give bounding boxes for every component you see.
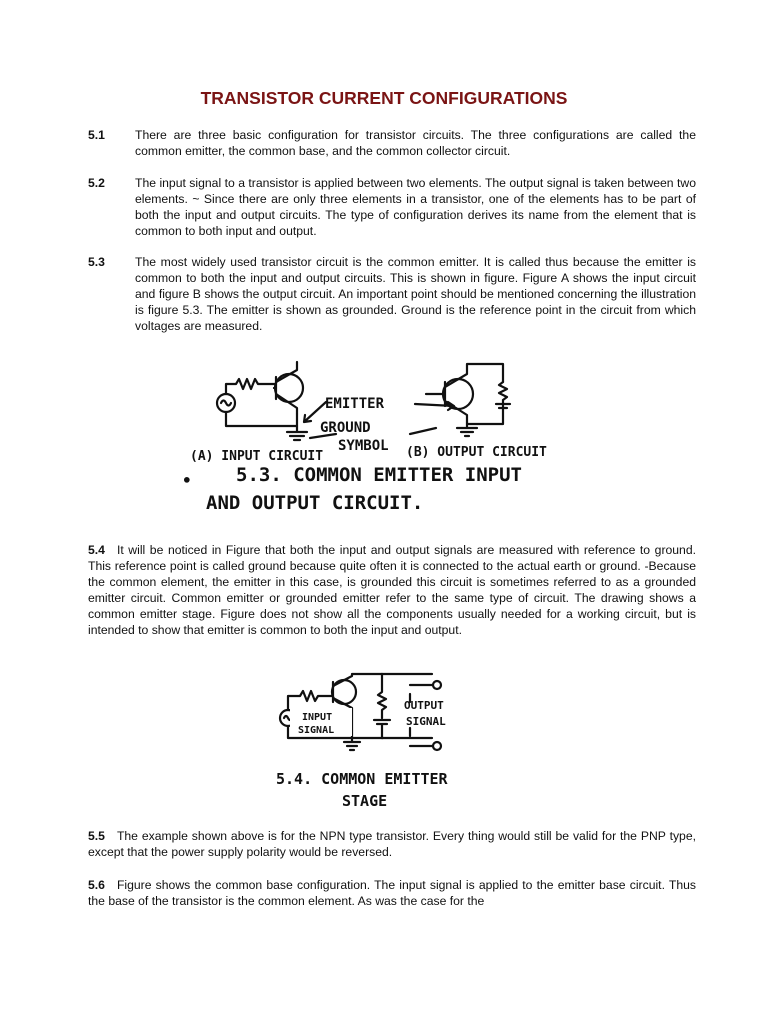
emitter-arrow	[304, 402, 326, 422]
section-5-5	[88, 828, 696, 860]
output-circuit-label: (B) OUTPUT CIRCUIT	[406, 445, 547, 460]
section-5-1	[88, 127, 696, 159]
input-signal-label: INPUT	[302, 712, 333, 723]
ground-icon	[287, 426, 307, 440]
transistor-icon	[275, 374, 303, 402]
section-number: 5.4	[88, 543, 105, 557]
input-wire	[226, 412, 297, 426]
figure-5-3-drawing	[178, 352, 618, 530]
output-signal-label: OUTPUT	[404, 699, 444, 712]
figure-5-3	[178, 352, 618, 530]
section-number: 5.6	[88, 878, 105, 892]
input-circuit-label: (A) INPUT CIRCUIT	[190, 449, 324, 464]
input-signal-label: SIGNAL	[298, 725, 335, 736]
figure-5-4	[270, 672, 540, 814]
section-text: There are three basic configuration for transistor circuits. The three configurations are called the common emitter, the common base, and the common collector circuit.	[135, 128, 696, 158]
section-text: 5.5 The example shown above is for the NPN type transistor. Every thing would still be valid for the PNP type, except that the power supply polarity would be reversed.	[88, 829, 696, 859]
section-text: 5.4 It will be noticed in Figure that both the input and output signals are measured with reference to ground. This reference point is called ground because quite often it is connected to the actual earth or ground. -Because the common element, the emitter in this case, is grounded this circuit is sometimes referred to as a grounded emitter circuit. Common emitter or grounded emitter refer to the same type of circuit. The drawing shows a common emitter stage. Figure does not show all the components usually needed for a working circuit, but is intended to show that emitter is common to both the input and output.	[88, 543, 696, 637]
bullet-mark: •	[182, 471, 192, 490]
resistor-icon	[226, 379, 276, 394]
section-5-3	[88, 254, 696, 334]
ground-icon	[344, 738, 360, 750]
output-terminal-icon	[433, 681, 441, 689]
figure-caption-line2: STAGE	[342, 792, 388, 810]
output-signal-label: SIGNAL	[406, 715, 446, 728]
output-wires	[426, 364, 503, 424]
resistor-icon	[288, 691, 332, 710]
section-5-2	[88, 175, 696, 239]
page-title: TRANSISTOR CURRENT CONFIGURATIONS	[200, 88, 568, 108]
figure-caption-line1: 5.3. COMMON EMITTER INPUT	[236, 464, 522, 486]
section-5-4	[88, 542, 696, 638]
figure-5-4-drawing	[270, 672, 540, 814]
figure-caption-line2: AND OUTPUT CIRCUIT.	[206, 492, 424, 514]
emitter-arrow	[415, 402, 454, 410]
section-number: 5.5	[88, 829, 105, 843]
ground-label: GROUND	[320, 420, 371, 436]
emitter-label: EMITTER	[325, 396, 385, 412]
section-number: 5.1	[88, 128, 105, 142]
section-text: 5.6 Figure shows the common base configuration. The input signal is applied to the emitter base circuit. Thus the base of the transistor is the common element. As was the case for the	[88, 878, 696, 908]
load-resistor-icon	[496, 382, 510, 408]
figure-caption-line1: 5.4. COMMON EMITTER	[276, 770, 448, 788]
output-terminal-icon	[433, 742, 441, 750]
transistor-leads	[274, 362, 297, 414]
symbol-label: SYMBOL	[338, 438, 389, 454]
section-number: 5.3	[88, 255, 105, 269]
section-text: The input signal to a transistor is applied between two elements. The output signal is taken between two elements. ~ Since there are only three elements in a transistor, one of the elements has to be part of both the input and output circuits. The type of configuration derives its name from the element that is common to both input and output.	[135, 176, 696, 238]
section-text: The most widely used transistor circuit is the common emitter. It is called thus because the emitter is common to both the input and output circuits. This is shown in figure. Figure A shows the input circuit and figure B shows the output circuit. An important point should be mentioned concerning the illustration is figure 5.3. The emitter is shown as grounded. Ground is the reference point in the circuit from which voltages are measured.	[135, 255, 696, 333]
supply-icon	[374, 674, 390, 738]
section-5-6	[88, 877, 696, 909]
transistor-icon	[443, 379, 473, 409]
section-number: 5.2	[88, 176, 105, 190]
sine-icon	[221, 401, 231, 406]
